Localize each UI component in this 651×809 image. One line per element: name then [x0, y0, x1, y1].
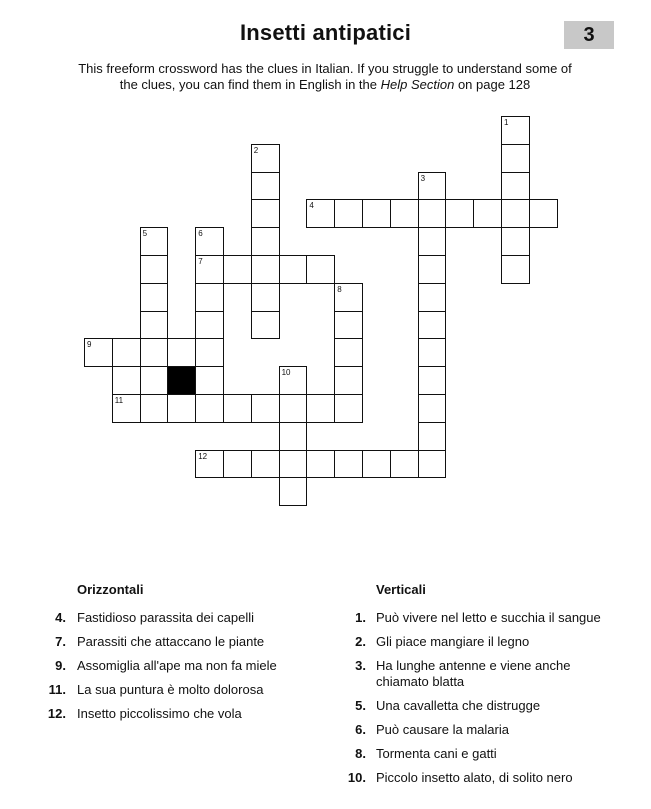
- crossword-cell[interactable]: [112, 338, 141, 367]
- intro-line-2: [40, 77, 610, 93]
- black-square: [167, 366, 196, 395]
- crossword-cell[interactable]: [140, 311, 169, 340]
- clue-text: Può vivere nel letto e succhia il sangue: [376, 610, 601, 625]
- clue-number: 2.: [355, 634, 366, 649]
- crossword-cell[interactable]: [418, 227, 447, 256]
- crossword-cell[interactable]: [418, 199, 447, 228]
- crossword-cell[interactable]: [251, 283, 280, 312]
- clue-text: Parassiti che attaccano le piante: [77, 634, 265, 649]
- intro-line-1: This freeform crossword has the clues in Italian. If you struggle to understand some of: [78, 61, 572, 76]
- crossword-cell[interactable]: [362, 199, 391, 228]
- crossword-cell[interactable]: [279, 477, 308, 506]
- crossword-cell[interactable]: [279, 394, 308, 423]
- cell-number-2: 2: [253, 145, 259, 155]
- crossword-cell[interactable]: [195, 311, 224, 340]
- crossword-cell[interactable]: [418, 422, 447, 451]
- crossword-cell[interactable]: [334, 311, 363, 340]
- crossword-cell[interactable]: [223, 450, 252, 479]
- crossword-cell[interactable]: [501, 255, 530, 284]
- cell-number-3: 3: [420, 173, 426, 183]
- clue-text: Gli piace mangiare il legno: [376, 634, 530, 649]
- clue-across-12: [47, 706, 337, 722]
- crossword-cell[interactable]: [223, 394, 252, 423]
- cell-number-5: 5: [142, 229, 148, 239]
- crossword-cell[interactable]: [334, 199, 363, 228]
- down-heading: Verticali: [376, 582, 426, 597]
- crossword-cell[interactable]: [251, 227, 280, 256]
- clue-text: Può causare la malaria: [376, 722, 509, 737]
- page-number-badge: 3: [564, 21, 614, 49]
- clue-text: Tormenta cani e gatti: [376, 746, 497, 761]
- puzzle-title: Insetti antipatici: [239, 20, 412, 45]
- clue-number: 10.: [347, 770, 366, 785]
- intro-text: [40, 61, 610, 93]
- crossword-cell[interactable]: [501, 172, 530, 201]
- crossword-cell[interactable]: [306, 450, 335, 479]
- crossword-cell[interactable]: [140, 394, 169, 423]
- crossword-cell[interactable]: [195, 283, 224, 312]
- cell-number-11: 11: [114, 396, 124, 405]
- crossword-cell[interactable]: [473, 199, 502, 228]
- across-heading: Orizzontali: [77, 582, 144, 597]
- crossword-cell[interactable]: [334, 394, 363, 423]
- clue-down-2: [355, 634, 626, 650]
- clue-number: 1.: [355, 610, 366, 625]
- crossword-cell[interactable]: [195, 338, 224, 367]
- clue-down-3: [355, 658, 591, 690]
- crossword-cell[interactable]: [418, 311, 447, 340]
- cell-number-1: 1: [504, 118, 509, 127]
- crossword-cell[interactable]: [140, 338, 169, 367]
- crossword-cell[interactable]: [362, 450, 391, 479]
- clue-down-6: [355, 722, 626, 738]
- crossword-cell[interactable]: [418, 255, 447, 284]
- crossword-cell[interactable]: [334, 450, 363, 479]
- crossword-cell[interactable]: [251, 199, 280, 228]
- clue-number: 7.: [55, 634, 66, 649]
- crossword-cell[interactable]: [140, 366, 169, 395]
- intro-line-2-end: on page 128: [454, 77, 531, 92]
- crossword-cell[interactable]: [334, 366, 363, 395]
- clue-number: 4.: [55, 610, 66, 625]
- clue-number: 5.: [355, 698, 366, 713]
- crossword-cell[interactable]: [112, 366, 141, 395]
- cell-number-9: 9: [87, 340, 92, 350]
- cell-number-7: 7: [198, 257, 203, 266]
- clue-text: Insetto piccolissimo che vola: [77, 706, 242, 721]
- clue-down-5: [355, 698, 626, 714]
- crossword-cell[interactable]: [195, 366, 224, 395]
- clue-across-11: [48, 682, 337, 698]
- clue-text: Ha lunghe antenne e viene anche chiamato blatta: [376, 658, 571, 689]
- intro-line-2-start: the clues, you can find them in English in the: [119, 77, 381, 92]
- clue-across-9: [55, 658, 337, 674]
- crossword-cell[interactable]: [418, 283, 447, 312]
- clue-text: Una cavalletta che distrugge: [376, 698, 541, 713]
- clue-number: 12.: [47, 706, 66, 721]
- down-clues: [347, 582, 626, 794]
- crossword-cell[interactable]: [251, 394, 280, 423]
- clue-text: Assomiglia all'ape ma non fa miele: [77, 658, 277, 673]
- crossword-cell[interactable]: [501, 144, 530, 173]
- crossword-cell[interactable]: [390, 450, 419, 479]
- crossword-cell[interactable]: [279, 450, 308, 479]
- crossword-cell[interactable]: [306, 255, 335, 284]
- crossword-cell[interactable]: [501, 199, 530, 228]
- crossword-cell[interactable]: [501, 227, 530, 256]
- clue-across-7: [55, 634, 337, 650]
- clue-number: 11.: [48, 682, 66, 697]
- crossword-cell[interactable]: [418, 394, 447, 423]
- crossword-cell[interactable]: [306, 394, 335, 423]
- cell-number-8: 8: [337, 284, 342, 294]
- crossword-cell[interactable]: [167, 338, 196, 367]
- crossword-cell[interactable]: [418, 450, 447, 479]
- clue-number: 8.: [355, 746, 366, 761]
- help-section-link-text: Help Section: [380, 77, 455, 92]
- clue-down-1: [355, 610, 626, 626]
- clue-down-8: [355, 746, 626, 762]
- crossword-cell[interactable]: [167, 394, 196, 423]
- crossword-cell[interactable]: [418, 366, 447, 395]
- crossword-cell[interactable]: [223, 255, 252, 284]
- clue-text: Fastidioso parassita dei capelli: [77, 610, 255, 625]
- crossword-cell[interactable]: [140, 283, 169, 312]
- crossword-cell[interactable]: [390, 199, 419, 228]
- crossword-cell[interactable]: [251, 450, 280, 479]
- crossword-cell[interactable]: [529, 199, 558, 228]
- crossword-cell[interactable]: [445, 199, 474, 228]
- cell-number-10: 10: [281, 368, 291, 378]
- clue-number: 6.: [355, 722, 366, 737]
- cell-number-12: 12: [198, 451, 208, 461]
- crossword-cell[interactable]: [251, 255, 280, 284]
- crossword-cell[interactable]: [251, 311, 280, 340]
- clue-across-4: [55, 610, 337, 626]
- crossword-cell[interactable]: [279, 255, 308, 284]
- cell-number-4: 4: [309, 201, 314, 211]
- crossword-cell[interactable]: [195, 394, 224, 423]
- clue-text: La sua puntura è molto dolorosa: [77, 682, 264, 697]
- clue-text: Piccolo insetto alato, di solito nero: [376, 770, 573, 785]
- cell-number-6: 6: [198, 229, 203, 239]
- crossword-cell[interactable]: [279, 422, 308, 451]
- crossword-cell[interactable]: [334, 338, 363, 367]
- across-clues: [47, 582, 337, 730]
- clue-number: 9.: [55, 658, 66, 673]
- crossword-cell[interactable]: [140, 255, 169, 284]
- clue-down-10: [347, 770, 626, 786]
- clue-number: 3.: [355, 658, 366, 673]
- crossword-cell[interactable]: [251, 172, 280, 201]
- crossword-cell[interactable]: [418, 338, 447, 367]
